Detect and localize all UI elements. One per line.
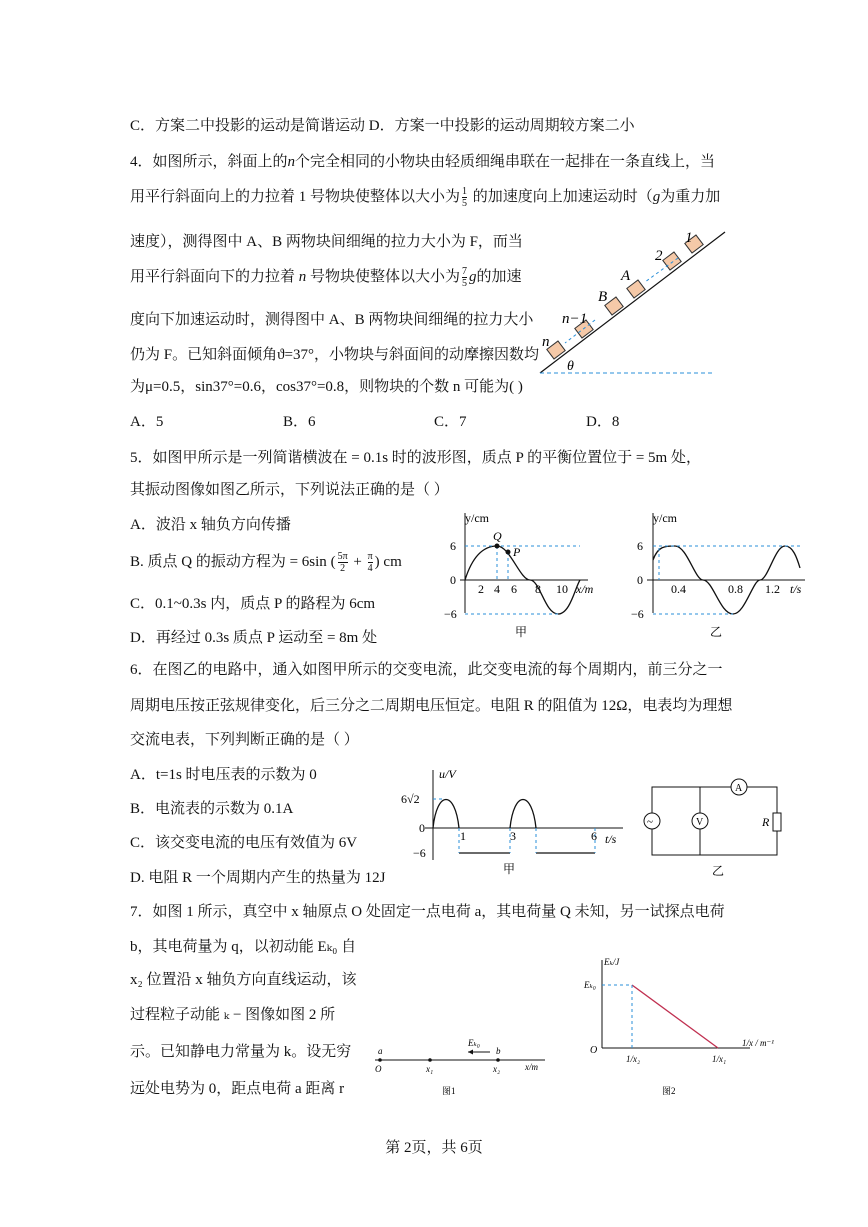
figure-2 bbox=[580, 950, 790, 1100]
charge-a bbox=[378, 1058, 382, 1062]
text: g bbox=[652, 189, 661, 205]
caption: 甲 bbox=[503, 862, 516, 876]
y-label: y/cm bbox=[465, 511, 489, 525]
label-b: B bbox=[598, 289, 608, 305]
q4-line5: 度向下加速运动时，测得图中 A、B 两物块间细绳的拉力大小 bbox=[130, 312, 534, 328]
q4-option-c: C．7 bbox=[434, 414, 467, 430]
text: B. 质点 Q 的振动方程为 = 6sin bbox=[130, 554, 327, 570]
wave-figure-jia bbox=[440, 508, 594, 639]
q6-line3: 交流电表，下列判断正确的是（ ） bbox=[130, 732, 359, 748]
q4-option-a: A．5 bbox=[130, 414, 164, 430]
page-footer: 第 2页，共 6页 bbox=[385, 1140, 483, 1156]
q4-line1 bbox=[130, 150, 715, 171]
resistor-label: R bbox=[762, 815, 770, 829]
x-tick: 6 bbox=[511, 582, 517, 596]
q5-option-c: C．0.1~0.3s 内，质点 P 的路程为 6cm bbox=[130, 596, 376, 612]
y-label: y/cm bbox=[653, 511, 677, 525]
fraction-5pi-2: $\frac{5\pi}{2}$ bbox=[337, 551, 348, 575]
figure-1 bbox=[370, 1030, 550, 1100]
x-tick: 6 bbox=[591, 829, 597, 843]
ammeter-label: A bbox=[735, 783, 743, 794]
sine-half-1 bbox=[433, 800, 459, 829]
q7-line4: 过程粒子动能 ₖ − 图像如图 2 所 bbox=[130, 1007, 336, 1023]
incline-surface bbox=[540, 232, 725, 373]
q7-line3: x₂ 位置沿 x 轴负方向直线运动，该 bbox=[130, 972, 357, 988]
x-label: t/s bbox=[790, 582, 802, 596]
text: 的加速 bbox=[476, 269, 522, 285]
label-n: n bbox=[542, 334, 550, 350]
point-p bbox=[506, 550, 511, 555]
y-tick: Eₖ₀ bbox=[584, 980, 596, 990]
y-tick: 6√2 bbox=[401, 792, 420, 806]
caption: 乙 bbox=[710, 625, 723, 639]
q7-line2: b，其电荷量为 q，以初动能 Eₖ₀ 自 bbox=[130, 939, 357, 955]
blocks bbox=[547, 235, 703, 359]
label-p: P bbox=[513, 545, 521, 559]
origin: O bbox=[590, 1045, 598, 1056]
x-tick: 1/x₂ bbox=[626, 1054, 641, 1064]
ek-line bbox=[632, 985, 718, 1048]
label-a: A bbox=[621, 268, 631, 284]
label-x2: x₂ bbox=[493, 1064, 501, 1074]
q5-line2: 其振动图像如图乙所示，下列说法正确的是（ ） bbox=[130, 482, 449, 498]
label-a: a bbox=[378, 1046, 383, 1056]
y-label: u/V bbox=[439, 767, 456, 781]
wave-figure-yi bbox=[625, 508, 810, 638]
x-label: t/s bbox=[605, 832, 617, 846]
ac-symbol: ~ bbox=[647, 816, 653, 828]
q5-option-d: D．再经过 0.3s 质点 P 运动至 = 8m 处 bbox=[130, 630, 378, 646]
x-tick: 2 bbox=[478, 582, 484, 596]
x-tick: 4 bbox=[494, 582, 500, 596]
x-tick: 1/x₁ bbox=[712, 1054, 727, 1064]
q5-option-b: B. 质点 Q 的振动方程为 = 6sin ( $\frac{5\pi}{2}$ + $\frac{\pi}{4}$ ) cm bbox=[130, 551, 402, 575]
text: 个完全相同的小物块由轻质细绳串联在一起排在一条直线上，当 bbox=[295, 154, 716, 170]
q4-option-d: D．8 bbox=[586, 414, 620, 430]
x-tick: 8 bbox=[535, 582, 541, 596]
y-label: Eₖ/J bbox=[604, 957, 620, 967]
circuit-figure-yi bbox=[640, 775, 790, 880]
incline-figure bbox=[535, 220, 725, 380]
label-b: b bbox=[496, 1046, 501, 1056]
q4-line3: 速度），测得图中 A、B 两物块间细绳的拉力大小为 F，而当 bbox=[130, 234, 523, 250]
text: n bbox=[298, 269, 307, 285]
label-n-minus-1: n−1 bbox=[562, 311, 588, 327]
label-q: Q bbox=[493, 529, 502, 543]
fraction-one-fifth: $\frac{1}{5}$ bbox=[462, 186, 468, 210]
label-o: O bbox=[375, 1064, 382, 1074]
label-ek0: Eₖ₀ bbox=[468, 1038, 480, 1048]
text: 为重力加 bbox=[660, 189, 721, 205]
q4-line2 bbox=[130, 185, 720, 209]
q6-option-b: B．电流表的示数为 0.1A bbox=[130, 801, 294, 817]
text: 的加速度向上加速运动时（ bbox=[472, 189, 653, 205]
y-tick: 0 bbox=[419, 821, 425, 835]
sine-half-2 bbox=[510, 800, 536, 829]
y-tick: 6 bbox=[637, 539, 643, 553]
text: g bbox=[469, 269, 477, 285]
caption: 图2 bbox=[662, 1086, 676, 1096]
caption: 乙 bbox=[712, 864, 725, 878]
x-tick: 1 bbox=[460, 829, 466, 843]
y-tick: 0 bbox=[450, 573, 456, 587]
charge-b bbox=[496, 1058, 500, 1062]
caption: 甲 bbox=[515, 625, 528, 639]
text: 号物块使整体以大小为 bbox=[310, 269, 461, 285]
y-tick: 0 bbox=[637, 573, 643, 587]
q6-option-c: C．该交变电流的电压有效值为 6V bbox=[130, 835, 358, 851]
fraction-seven-fifth: $\frac{7}{5}$ bbox=[462, 266, 468, 290]
y-tick: −6 bbox=[631, 607, 644, 621]
q6-line1: 6．在图乙的电路中，通入如图甲所示的交变电流，此交变电流的每个周期内，前三分之一 bbox=[130, 662, 723, 678]
y-tick: −6 bbox=[413, 846, 426, 860]
q7-line6: 远处电势为 0，距点电荷 a 距离 r bbox=[130, 1081, 345, 1097]
point-q bbox=[495, 544, 500, 549]
caption: 图1 bbox=[442, 1086, 456, 1096]
q7-line5: 示。已知静电力常量为 k。设无穷 bbox=[130, 1044, 352, 1060]
x-tick: 3 bbox=[510, 829, 516, 843]
y-tick: 6 bbox=[450, 539, 456, 553]
point-x1 bbox=[428, 1058, 432, 1062]
arrow-head bbox=[468, 1050, 473, 1055]
label-2: 2 bbox=[655, 248, 663, 264]
q4-line4 bbox=[130, 265, 522, 289]
text: cm bbox=[383, 554, 402, 570]
x-tick: 10 bbox=[556, 582, 568, 596]
x-label: 1/x / m⁻¹ bbox=[742, 1038, 774, 1048]
text: 用平行斜面向下的力拉着 bbox=[130, 269, 296, 285]
q6-option-d: D. 电阻 R 一个周期内产生的热量为 12J bbox=[130, 870, 386, 886]
q4-line6: 仍为 F。已知斜面倾角ϑ=37°，小物块与斜面间的动摩擦因数均 bbox=[130, 347, 539, 363]
q6-option-a: A．t=1s 时电压表的示数为 0 bbox=[130, 767, 317, 783]
text: 4．如图所示，斜面上的 bbox=[130, 154, 288, 170]
q4-option-b: B．6 bbox=[283, 414, 316, 430]
q5-option-a: A．波沿 x 轴负方向传播 bbox=[130, 517, 291, 533]
text: 用平行斜面向上的力拉着 1 号物块使整体以大小为 bbox=[130, 189, 461, 205]
q4-line7: 为μ=0.5，sin37°=0.6，cos37°=0.8，则物块的个数 n 可能为( ) bbox=[130, 379, 523, 395]
resistor bbox=[773, 813, 781, 831]
q6-line2: 周期电压按正弦规律变化，后三分之二周期电压恒定。电阻 R 的阻值为 12Ω，电表均为理想 bbox=[130, 698, 733, 714]
label-x-m: x/m bbox=[525, 1062, 538, 1072]
q5-line1: 5．如图甲所示是一列简谐横波在 = 0.1s 时的波形图，质点 P 的平衡位置位于 = 5m 处， bbox=[130, 450, 701, 466]
x-tick: 1.2 bbox=[765, 582, 780, 596]
q7-line1: 7．如图 1 所示，真空中 x 轴原点 O 处固定一点电荷 a，其电荷量 Q 未知，另一试探点电荷 bbox=[130, 904, 725, 920]
x-label: x/m bbox=[576, 582, 594, 596]
label-x1: x₁ bbox=[426, 1064, 434, 1074]
voltage-figure-jia bbox=[395, 765, 625, 880]
q3-options-cd: C．方案二中投影的运动是简谐运动 D．方案一中投影的运动周期较方案二小 bbox=[130, 118, 635, 134]
x-tick: 0.8 bbox=[728, 582, 743, 596]
voltmeter-label: V bbox=[696, 817, 704, 828]
label-theta: θ bbox=[567, 359, 574, 374]
label-1: 1 bbox=[685, 230, 693, 246]
y-tick: −6 bbox=[444, 607, 457, 621]
fraction-pi-4: $\frac{\pi}{4}$ bbox=[367, 551, 373, 575]
text: n bbox=[287, 154, 296, 170]
x-tick: 0.4 bbox=[671, 582, 686, 596]
circuit-loop bbox=[652, 787, 777, 855]
